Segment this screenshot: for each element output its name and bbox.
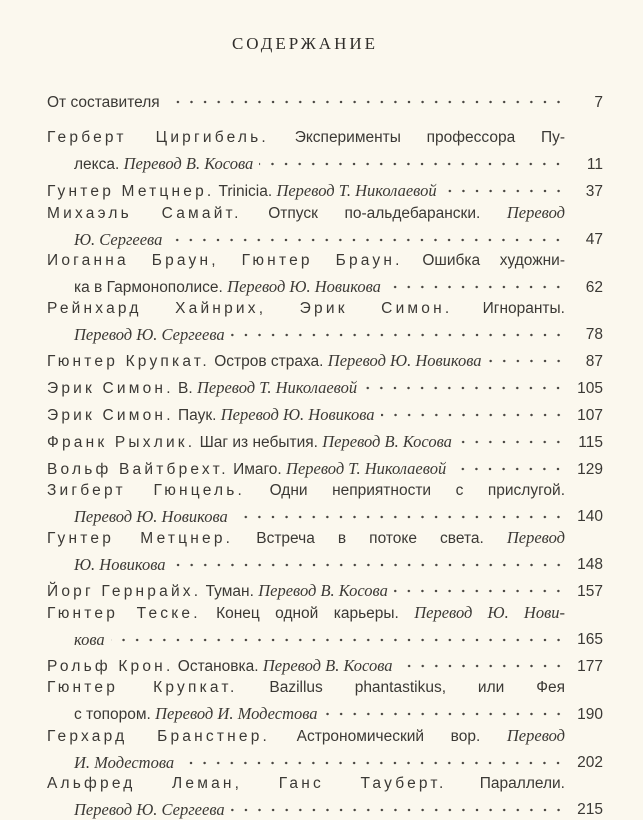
entry-author: Вольф Вайтбрехт. bbox=[47, 461, 229, 478]
entry-translator: Перевод В. Косова bbox=[123, 154, 254, 173]
page-number: 148 bbox=[577, 556, 603, 573]
entry-line bbox=[47, 250, 565, 271]
page-number: 129 bbox=[577, 461, 603, 478]
entry-line bbox=[47, 298, 565, 319]
dot-leader bbox=[231, 794, 565, 815]
toc-entry[interactable] bbox=[47, 453, 603, 480]
entry-text bbox=[47, 773, 565, 820]
entry-text bbox=[47, 202, 565, 250]
entry-text bbox=[47, 399, 565, 426]
entry-text bbox=[47, 480, 565, 527]
toc-entry[interactable] bbox=[47, 527, 603, 575]
entry-translator: Перевод В. Косова bbox=[262, 656, 393, 675]
entry-title: Конец одной карьеры. bbox=[200, 605, 415, 622]
entry-translator: Перевод bbox=[506, 528, 565, 547]
dot-leader bbox=[443, 175, 565, 196]
entry-title: Bazillus phantastikus, или Фея bbox=[237, 679, 565, 696]
entry-translator: Ю. Сергеева bbox=[74, 230, 163, 249]
page-number: 11 bbox=[586, 156, 603, 173]
entry-text bbox=[47, 345, 565, 372]
entry-line bbox=[47, 624, 565, 650]
page-number: 78 bbox=[585, 326, 603, 343]
page-number: 37 bbox=[585, 183, 603, 200]
entry-author: Гунтер Метцнер. bbox=[47, 183, 215, 200]
entry-author: Рольф Крон. bbox=[47, 658, 174, 675]
toc-entry[interactable] bbox=[47, 575, 603, 602]
entry-author: Эрик Симон. bbox=[47, 407, 174, 424]
entry-author: Альфред Леман, Ганс Тауберт. bbox=[47, 775, 447, 792]
dot-leader bbox=[387, 271, 565, 292]
entry-author: Йорг Гернрайх. bbox=[47, 583, 202, 600]
entry-text bbox=[47, 298, 565, 345]
entry-title: Встреча в потоке света. bbox=[233, 530, 507, 547]
entry-line bbox=[47, 148, 565, 175]
entry-translator: Перевод Ю. Сергеева bbox=[74, 800, 225, 819]
entry-line bbox=[47, 480, 565, 501]
entry-translator: Перевод Т. Николаевой bbox=[286, 459, 447, 478]
entry-title: От составителя bbox=[47, 94, 160, 111]
entry-line bbox=[47, 794, 565, 820]
toc-entry[interactable] bbox=[47, 480, 603, 527]
dot-leader bbox=[231, 319, 565, 340]
entry-author: Рейнхард Хайнрих, Эрик Симон. bbox=[47, 300, 453, 317]
page-number: 165 bbox=[577, 631, 603, 648]
dot-leader bbox=[324, 698, 565, 719]
entry-text bbox=[47, 725, 565, 773]
toc-entry[interactable] bbox=[47, 725, 603, 773]
page-number: 177 bbox=[577, 658, 603, 675]
entry-author: Гюнтер Крупкат. bbox=[47, 353, 210, 370]
entry-title: Туман. bbox=[201, 583, 259, 600]
toc-entry[interactable] bbox=[47, 86, 603, 113]
entry-author: Герберт Циргибель. bbox=[47, 129, 269, 146]
entry-text bbox=[47, 426, 565, 453]
entry-line bbox=[47, 224, 565, 250]
entry-author: Герхард Бранстнер. bbox=[47, 728, 271, 745]
entry-line bbox=[47, 575, 565, 602]
entry-line bbox=[47, 725, 565, 747]
entry-line bbox=[47, 399, 565, 426]
entry-text bbox=[47, 175, 565, 202]
dot-leader bbox=[488, 345, 565, 366]
entry-title: Имаго. bbox=[228, 461, 287, 478]
toc-entry[interactable] bbox=[47, 298, 603, 345]
dot-leader bbox=[381, 399, 565, 420]
entry-title: Отпуск по-альдебарански. bbox=[241, 205, 507, 222]
entry-line bbox=[47, 747, 565, 773]
dot-leader bbox=[259, 148, 565, 169]
entry-line bbox=[47, 372, 565, 399]
entry-text bbox=[47, 453, 565, 480]
entry-translator: Перевод bbox=[506, 203, 565, 222]
entry-title: Остров страха. bbox=[209, 353, 328, 370]
entry-translator: Перевод Т. Николаевой bbox=[196, 378, 358, 397]
toc-entry[interactable] bbox=[47, 399, 603, 426]
page-number: 140 bbox=[577, 508, 603, 525]
entry-line bbox=[47, 698, 565, 725]
entry-title: лекса. bbox=[74, 156, 124, 173]
entry-line bbox=[47, 677, 565, 698]
dot-leader bbox=[363, 372, 565, 393]
toc-entry[interactable] bbox=[47, 127, 603, 175]
page-number: 202 bbox=[577, 754, 603, 771]
entry-title: Шаг из небытия. bbox=[195, 434, 323, 451]
dot-leader bbox=[452, 453, 565, 474]
entry-author: Франк Рыхлик. bbox=[47, 434, 196, 451]
entry-text bbox=[47, 602, 565, 650]
entry-author: Гюнтер Крупкат. bbox=[47, 679, 238, 696]
entry-line bbox=[47, 345, 565, 372]
entry-author: Зигберт Гюнцель. bbox=[47, 482, 246, 499]
toc-entry[interactable] bbox=[47, 202, 603, 250]
page-number: 87 bbox=[585, 353, 603, 370]
entry-author: Михаэль Самайт. bbox=[47, 205, 242, 222]
toc-entry[interactable] bbox=[47, 345, 603, 372]
entry-translator: Перевод Ю. Новикова bbox=[220, 405, 375, 424]
dot-leader bbox=[458, 426, 565, 447]
entry-translator: Перевод И. Модестова bbox=[155, 704, 318, 723]
entry-text bbox=[47, 575, 565, 602]
entry-text bbox=[47, 527, 565, 575]
toc-entry[interactable] bbox=[47, 175, 603, 202]
page-number: 7 bbox=[594, 94, 603, 111]
entry-text bbox=[47, 86, 565, 113]
entry-translator: Ю. Новикова bbox=[74, 555, 166, 574]
entry-author: Эрик Симон. bbox=[47, 380, 174, 397]
entry-text bbox=[47, 127, 565, 175]
entry-line bbox=[47, 426, 565, 453]
entry-title: Ошибка художни- bbox=[402, 252, 565, 269]
entry-translator: И. Модестова bbox=[74, 753, 175, 772]
entry-line bbox=[47, 86, 565, 113]
entry-line bbox=[47, 202, 565, 224]
entry-title: Астрономический вор. bbox=[270, 728, 507, 745]
entry-translator: Перевод В. Косова bbox=[258, 581, 388, 600]
entry-title: Эксперименты профессора Пу- bbox=[268, 129, 566, 146]
entry-translator: Перевод Ю. Новикова bbox=[74, 507, 228, 526]
entry-title: с топором. bbox=[74, 706, 156, 723]
entry-line bbox=[47, 271, 565, 298]
page-number: 105 bbox=[577, 380, 603, 397]
entry-line bbox=[47, 127, 565, 148]
entry-line bbox=[47, 549, 565, 575]
toc-entry[interactable] bbox=[47, 426, 603, 453]
page-number: 62 bbox=[585, 279, 603, 296]
entry-line bbox=[47, 527, 565, 549]
entry-line bbox=[47, 501, 565, 527]
dot-leader bbox=[180, 747, 565, 768]
dot-leader bbox=[394, 575, 565, 596]
entry-title: Паук. bbox=[173, 407, 221, 424]
toc-entry[interactable] bbox=[47, 602, 603, 650]
toc-entry[interactable] bbox=[47, 250, 603, 298]
page-number: 190 bbox=[577, 706, 603, 723]
dot-leader bbox=[399, 650, 565, 671]
entry-line bbox=[47, 650, 565, 677]
entry-translator: Перевод bbox=[506, 726, 566, 745]
entry-title: Игноранты. bbox=[452, 300, 565, 317]
page-number: 115 bbox=[578, 434, 603, 451]
entry-title: Trinicia. bbox=[214, 183, 277, 200]
table-of-contents bbox=[47, 86, 603, 820]
entry-text bbox=[47, 250, 565, 298]
dot-leader bbox=[168, 224, 565, 245]
entry-title: Параллели. bbox=[446, 775, 565, 792]
entry-line bbox=[47, 319, 565, 345]
entry-author: Иоганна Браун, Гюнтер Браун. bbox=[47, 252, 403, 269]
entry-line bbox=[47, 453, 565, 480]
entry-translator: Перевод Ю. Сергеева bbox=[74, 325, 225, 344]
page-title: СОДЕРЖАНИЕ bbox=[231, 34, 379, 53]
entry-text bbox=[47, 650, 565, 677]
entry-translator: Перевод Ю. Нови- bbox=[414, 603, 565, 622]
dot-leader bbox=[234, 501, 565, 522]
entry-line bbox=[47, 175, 565, 202]
dot-leader bbox=[172, 549, 566, 570]
dot-leader bbox=[166, 86, 565, 107]
page-number: 107 bbox=[577, 407, 603, 424]
entry-author: Гюнтер Теске. bbox=[47, 605, 201, 622]
entry-line bbox=[47, 602, 565, 624]
entry-translator: кова bbox=[74, 630, 105, 649]
entry-translator: Перевод В. Косова bbox=[322, 432, 452, 451]
entry-text bbox=[47, 677, 565, 725]
toc-entry[interactable] bbox=[47, 372, 603, 399]
toc-entry[interactable] bbox=[47, 677, 603, 725]
dot-leader bbox=[111, 624, 565, 645]
entry-title: В. bbox=[173, 380, 197, 397]
page-number: 157 bbox=[577, 583, 603, 600]
entry-text bbox=[47, 372, 565, 399]
entry-translator: Перевод Ю. Новикова bbox=[227, 277, 381, 296]
entry-title: Остановка. bbox=[173, 658, 263, 675]
entry-translator: Перевод Т. Николаевой bbox=[276, 181, 437, 200]
toc-entry[interactable] bbox=[47, 773, 603, 820]
entry-title: Одни неприятности с прислугой. bbox=[245, 482, 565, 499]
entry-translator: Перевод Ю. Новикова bbox=[327, 351, 482, 370]
entry-line bbox=[47, 773, 565, 794]
toc-entry[interactable] bbox=[47, 650, 603, 677]
entry-author: Гунтер Метцнер. bbox=[47, 530, 234, 547]
entry-title: ка в Гармонополисе. bbox=[74, 279, 228, 296]
page-number: 215 bbox=[577, 801, 603, 818]
page-number: 47 bbox=[585, 231, 603, 248]
